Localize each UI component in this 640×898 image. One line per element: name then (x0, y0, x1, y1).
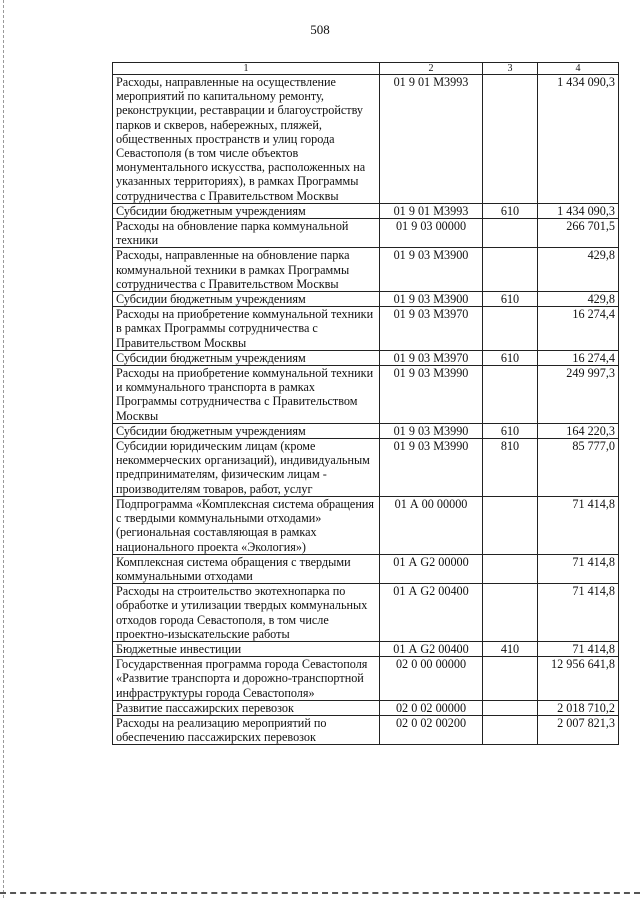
row-code: 01 9 03 М3990 (380, 423, 483, 438)
row-description: Расходы на приобретение коммунальной техники в рамках Программы сотрудничества с Правительством Москвы (113, 307, 380, 351)
row-expense-type (483, 75, 538, 204)
row-amount: 71 414,8 (538, 584, 619, 642)
row-code: 02 0 02 00000 (380, 700, 483, 715)
row-expense-type: 410 (483, 641, 538, 656)
budget-table (112, 62, 619, 745)
header-col-3: 3 (483, 63, 538, 75)
row-code: 01 А 00 00000 (380, 496, 483, 554)
row-expense-type: 610 (483, 350, 538, 365)
row-expense-type (483, 700, 538, 715)
header-col-2: 2 (380, 63, 483, 75)
row-description: Субсидии бюджетным учреждениям (113, 203, 380, 218)
scan-bottom-edge (0, 892, 640, 894)
row-amount: 71 414,8 (538, 554, 619, 583)
row-amount: 16 274,4 (538, 350, 619, 365)
row-description: Комплексная система обращения с твердыми коммунальными отходами (113, 554, 380, 583)
row-code: 01 9 03 М3900 (380, 292, 483, 307)
row-amount: 266 701,5 (538, 219, 619, 248)
table-row (113, 439, 619, 497)
row-expense-type (483, 715, 538, 744)
row-code: 01 А G2 00000 (380, 554, 483, 583)
row-code: 01 9 03 М3970 (380, 307, 483, 351)
row-code: 01 9 03 М3900 (380, 248, 483, 292)
row-amount: 71 414,8 (538, 641, 619, 656)
row-amount: 249 997,3 (538, 366, 619, 424)
table-row (113, 657, 619, 701)
table-row (113, 496, 619, 554)
row-code: 01 9 03 00000 (380, 219, 483, 248)
row-expense-type (483, 248, 538, 292)
row-amount: 12 956 641,8 (538, 657, 619, 701)
table-row (113, 366, 619, 424)
header-col-4: 4 (538, 63, 619, 75)
row-code: 01 9 01 М3993 (380, 203, 483, 218)
table-row (113, 700, 619, 715)
row-expense-type: 610 (483, 423, 538, 438)
row-expense-type: 810 (483, 439, 538, 497)
row-expense-type (483, 366, 538, 424)
row-code: 01 А G2 00400 (380, 584, 483, 642)
row-code: 01 9 03 М3970 (380, 350, 483, 365)
row-amount: 71 414,8 (538, 496, 619, 554)
table-row (113, 554, 619, 583)
row-amount: 1 434 090,3 (538, 75, 619, 204)
scan-left-edge (3, 0, 5, 898)
row-expense-type (483, 554, 538, 583)
row-code: 02 0 00 00000 (380, 657, 483, 701)
row-expense-type (483, 657, 538, 701)
row-description: Подпрограмма «Комплексная система обращения с твердыми коммунальными отходами» (региональная составляющая в рамках национального проекта «Экология») (113, 496, 380, 554)
row-expense-type (483, 496, 538, 554)
row-description: Бюджетные инвестиции (113, 641, 380, 656)
table-row (113, 641, 619, 656)
row-description: Расходы на приобретение коммунальной техники и коммунального транспорта в рамках Программы сотрудничества с Правительством Москвы (113, 366, 380, 424)
row-expense-type (483, 219, 538, 248)
row-amount: 2 018 710,2 (538, 700, 619, 715)
row-amount: 85 777,0 (538, 439, 619, 497)
page-number: 508 (310, 22, 330, 37)
table-row (113, 350, 619, 365)
row-description: Расходы, направленные на обновление парка коммунальной техники в рамках Программы сотрудничества с Правительством Москвы (113, 248, 380, 292)
row-code: 01 А G2 00400 (380, 641, 483, 656)
table-row (113, 307, 619, 351)
row-code: 01 9 03 М3990 (380, 439, 483, 497)
header-row (113, 63, 619, 75)
row-description: Субсидии бюджетным учреждениям (113, 292, 380, 307)
row-amount: 16 274,4 (538, 307, 619, 351)
row-code: 01 9 01 М3993 (380, 75, 483, 204)
row-amount: 1 434 090,3 (538, 203, 619, 218)
row-expense-type: 610 (483, 292, 538, 307)
row-description: Субсидии бюджетным учреждениям (113, 350, 380, 365)
row-description: Расходы на реализацию мероприятий по обеспечению пассажирских перевозок (113, 715, 380, 744)
row-expense-type (483, 584, 538, 642)
row-code: 02 0 02 00200 (380, 715, 483, 744)
row-amount: 164 220,3 (538, 423, 619, 438)
header-col-1: 1 (113, 63, 380, 75)
row-description: Расходы, направленные на осуществление мероприятий по капитальному ремонту, реконструкции, реставрации и благоустройству парков и скверов, набережных, пляжей, общественных пространств и улиц города Севастополя (в том числе объектов монументального искусства, расположенных на указанных территориях), в рамках Программы сотрудничества с Правительством Москвы (113, 75, 380, 204)
row-description: Расходы на обновление парка коммунальной техники (113, 219, 380, 248)
row-description: Субсидии юридическим лицам (кроме некоммерческих организаций), индивидуальным предпринимателям, физическим лицам - производителям товаров, работ, услуг (113, 439, 380, 497)
table-row (113, 715, 619, 744)
row-amount: 429,8 (538, 292, 619, 307)
row-amount: 429,8 (538, 248, 619, 292)
table-row (113, 423, 619, 438)
row-description: Развитие пассажирских перевозок (113, 700, 380, 715)
table-row (113, 248, 619, 292)
table-row (113, 584, 619, 642)
row-expense-type (483, 307, 538, 351)
row-code: 01 9 03 М3990 (380, 366, 483, 424)
table-row (113, 203, 619, 218)
row-expense-type: 610 (483, 203, 538, 218)
table-row (113, 292, 619, 307)
row-description: Субсидии бюджетным учреждениям (113, 423, 380, 438)
table-row (113, 219, 619, 248)
row-description: Государственная программа города Севастополя «Развитие транспорта и дорожно-транспортной инфраструктуры города Севастополя» (113, 657, 380, 701)
table-row (113, 75, 619, 204)
row-description: Расходы на строительство экотехнопарка по обработке и утилизации твердых коммунальных отходов города Севастополя, в том числе проектно-изыскательские работы (113, 584, 380, 642)
row-amount: 2 007 821,3 (538, 715, 619, 744)
